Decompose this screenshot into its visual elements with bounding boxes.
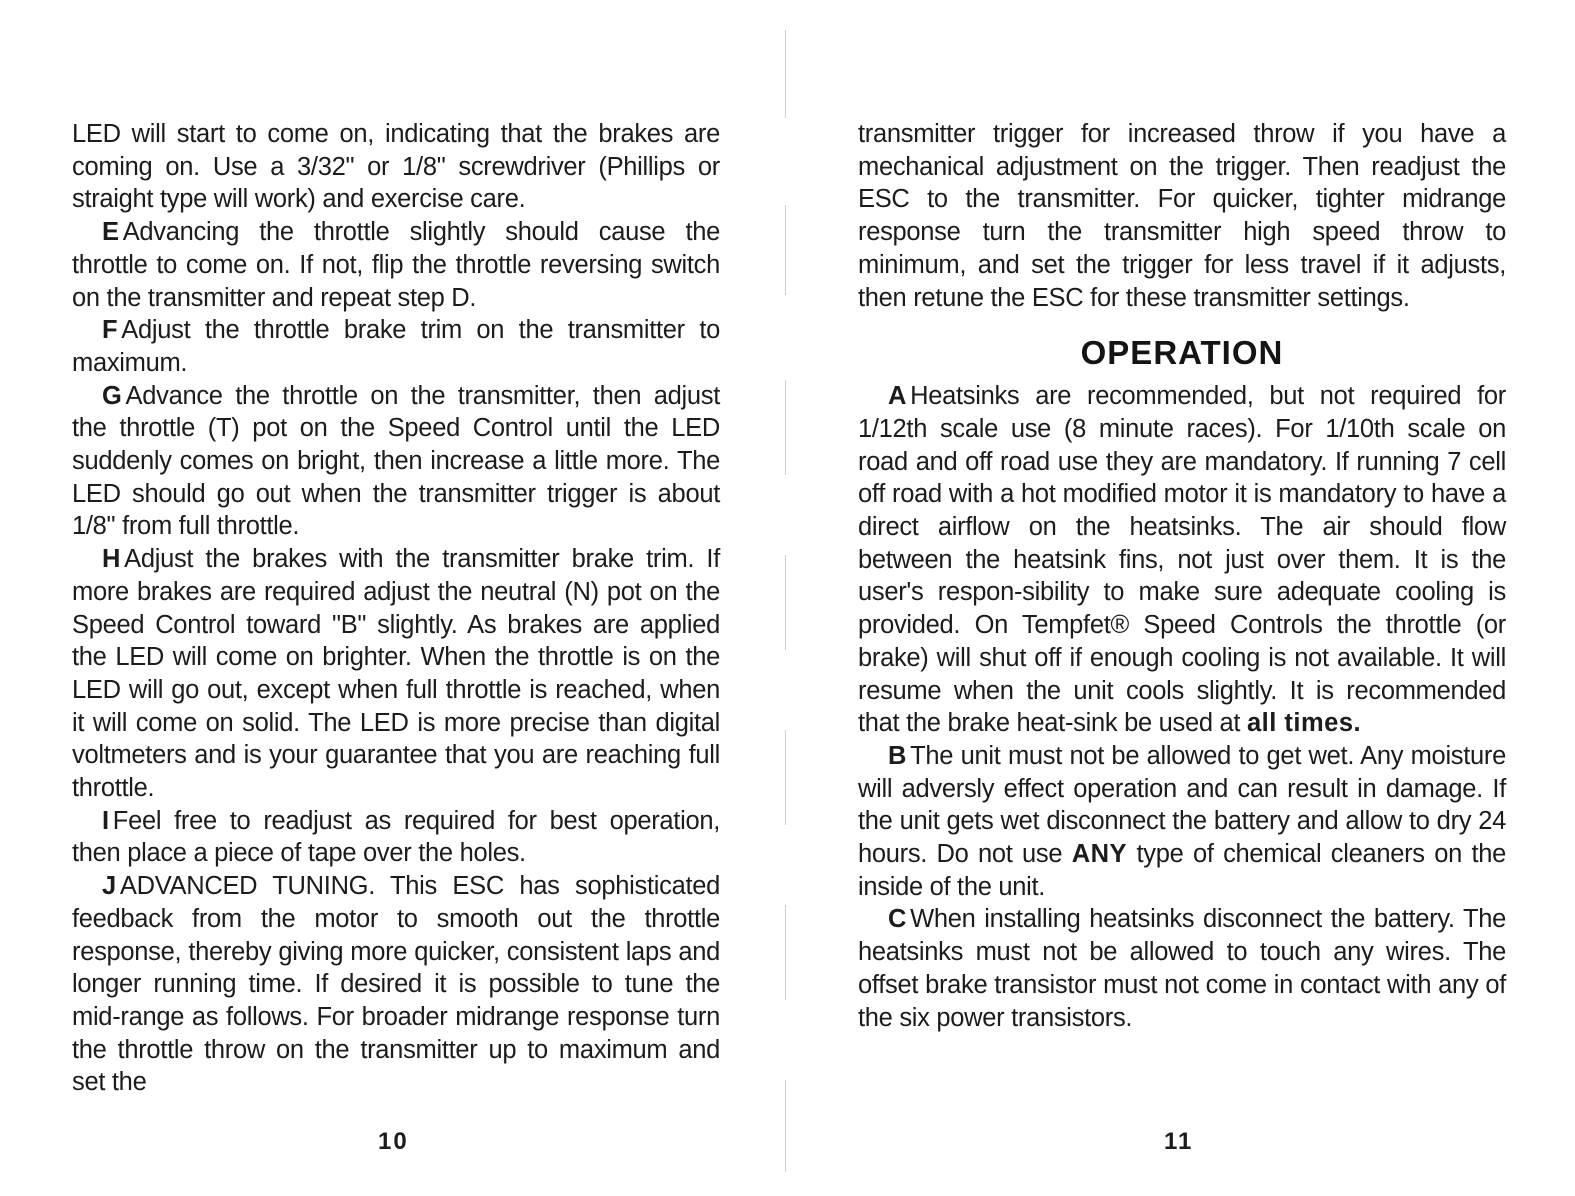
paragraph-continued <box>72 118 720 216</box>
step-letter: B <box>888 741 907 770</box>
paragraph-text: transmitter trigger for increased throw if you have a mechanical adjustment on the trigger. Then readjust the ESC to the transmitter. For quicker, tighter midrange response turn the transmitter high speed throw to minimum, and set the trigger for less travel if it adjusts, then retune the ESC for these transmitter settings. <box>858 120 1506 312</box>
paragraph-text: Heatsinks are recommended, but not required for 1/12th scale use (8 minute races). For 1/10th scale on road and off road use they are mandatory. If running 7 cell off road with a hot modified motor it is mandatory to have a direct airflow on the heatsinks. The air should flow between the heatsink fins, not just over them. It is the user's respon-sibility to make sure adequate cooling is provided. On Tempfet® Speed Controls the throttle (or brake) will shut off if enough cooling is not available. It will resume when the unit cools slightly. It is recommended that the brake heat-sink be used at <box>858 382 1506 738</box>
page-fold-divider <box>785 555 786 650</box>
left-page <box>72 118 720 1099</box>
paragraph-text: The unit must not be allowed to get wet. Any moisture will adversly effect operation and can result in damage. If the unit gets wet disconnect the battery and allow to dry 24 hours. Do not use <box>858 741 1506 869</box>
paragraph-h <box>72 543 720 805</box>
section-heading: OPERATION <box>1080 334 1284 372</box>
paragraph-text: Adjust the throttle brake trim on the transmitter to maximum. <box>72 316 720 377</box>
step-letter: I <box>102 806 109 835</box>
page-fold-divider <box>785 730 786 825</box>
page-number-left: 10 <box>378 1128 409 1155</box>
step-letter: C <box>888 905 907 934</box>
paragraph-text: ADVANCED TUNING. This ESC has sophisticated feedback from the motor to smooth out the throttle response, thereby giving more quicker, consistent laps and longer running time. If desired it is possible to tune the mid-range as follows. For broader midrange response turn the throttle throw on the transmitter up to maximum and set the <box>72 872 720 1097</box>
paragraph-text: When installing heatsinks disconnect the battery. The heatsinks must not be allowed to touch any wires. The offset brake transistor must not come in contact with any of the six power transistors. <box>858 905 1506 1032</box>
paragraph-text: Advance the throttle on the transmitter, then adjust the throttle (T) pot on the Speed Control until the LED suddenly comes on bright, then increase a little more. The LED should go out when the transmitter trigger is about 1/8" from full throttle. <box>72 381 720 541</box>
paragraph-j <box>72 870 720 1099</box>
right-page <box>858 118 1506 1034</box>
paragraph-c <box>858 903 1506 1034</box>
emphasis-text: all times. <box>1246 709 1362 738</box>
step-letter: H <box>102 545 121 574</box>
page-fold-divider <box>785 1080 786 1172</box>
page-number-right: 11 <box>1164 1128 1194 1155</box>
paragraph-i <box>72 805 720 870</box>
paragraph-text: type of chemical cleaners on the inside of the unit. <box>858 840 1506 901</box>
paragraph-text: Adjust the brakes with the transmitter brake trim. If more brakes are required adjust the neutral (N) pot on the Speed Control toward "B" slightly. As brakes are applied the LED will come on brighter. When the throttle is on the LED will go out, except when full throttle is reached, when it will come on solid. The LED is more precise than digital voltmeters and is your guarantee that you are reaching full throttle. <box>72 545 720 803</box>
paragraph-text: Feel free to readjust as required for best operation, then place a piece of tape over the holes. <box>72 806 720 868</box>
step-letter: A <box>888 382 907 411</box>
page-fold-divider <box>785 905 786 1000</box>
paragraph-text: LED will start to come on, indicating that the brakes are coming on. Use a 3/32" or 1/8" screwdriver (Phillips or straight type will work) and exercise care. <box>72 120 720 214</box>
page-fold-divider <box>785 380 786 475</box>
step-letter: F <box>102 316 118 345</box>
step-letter: J <box>102 872 116 901</box>
emphasis-text: ANY <box>1071 840 1128 869</box>
step-letter: G <box>102 381 122 410</box>
paragraph-continued <box>858 118 1506 314</box>
step-letter: E <box>102 218 119 247</box>
page-fold-divider <box>785 30 786 118</box>
paragraph-g <box>72 380 720 544</box>
paragraph-e <box>72 216 720 314</box>
paragraph-f <box>72 314 720 379</box>
paragraph-b <box>858 740 1506 904</box>
paragraph-text: Advancing the throttle slightly should cause the throttle to come on. If not, flip the throttle reversing switch on the transmitter and repeat step D. <box>72 218 720 312</box>
paragraph-a <box>858 380 1506 740</box>
page-fold-divider <box>785 205 786 295</box>
